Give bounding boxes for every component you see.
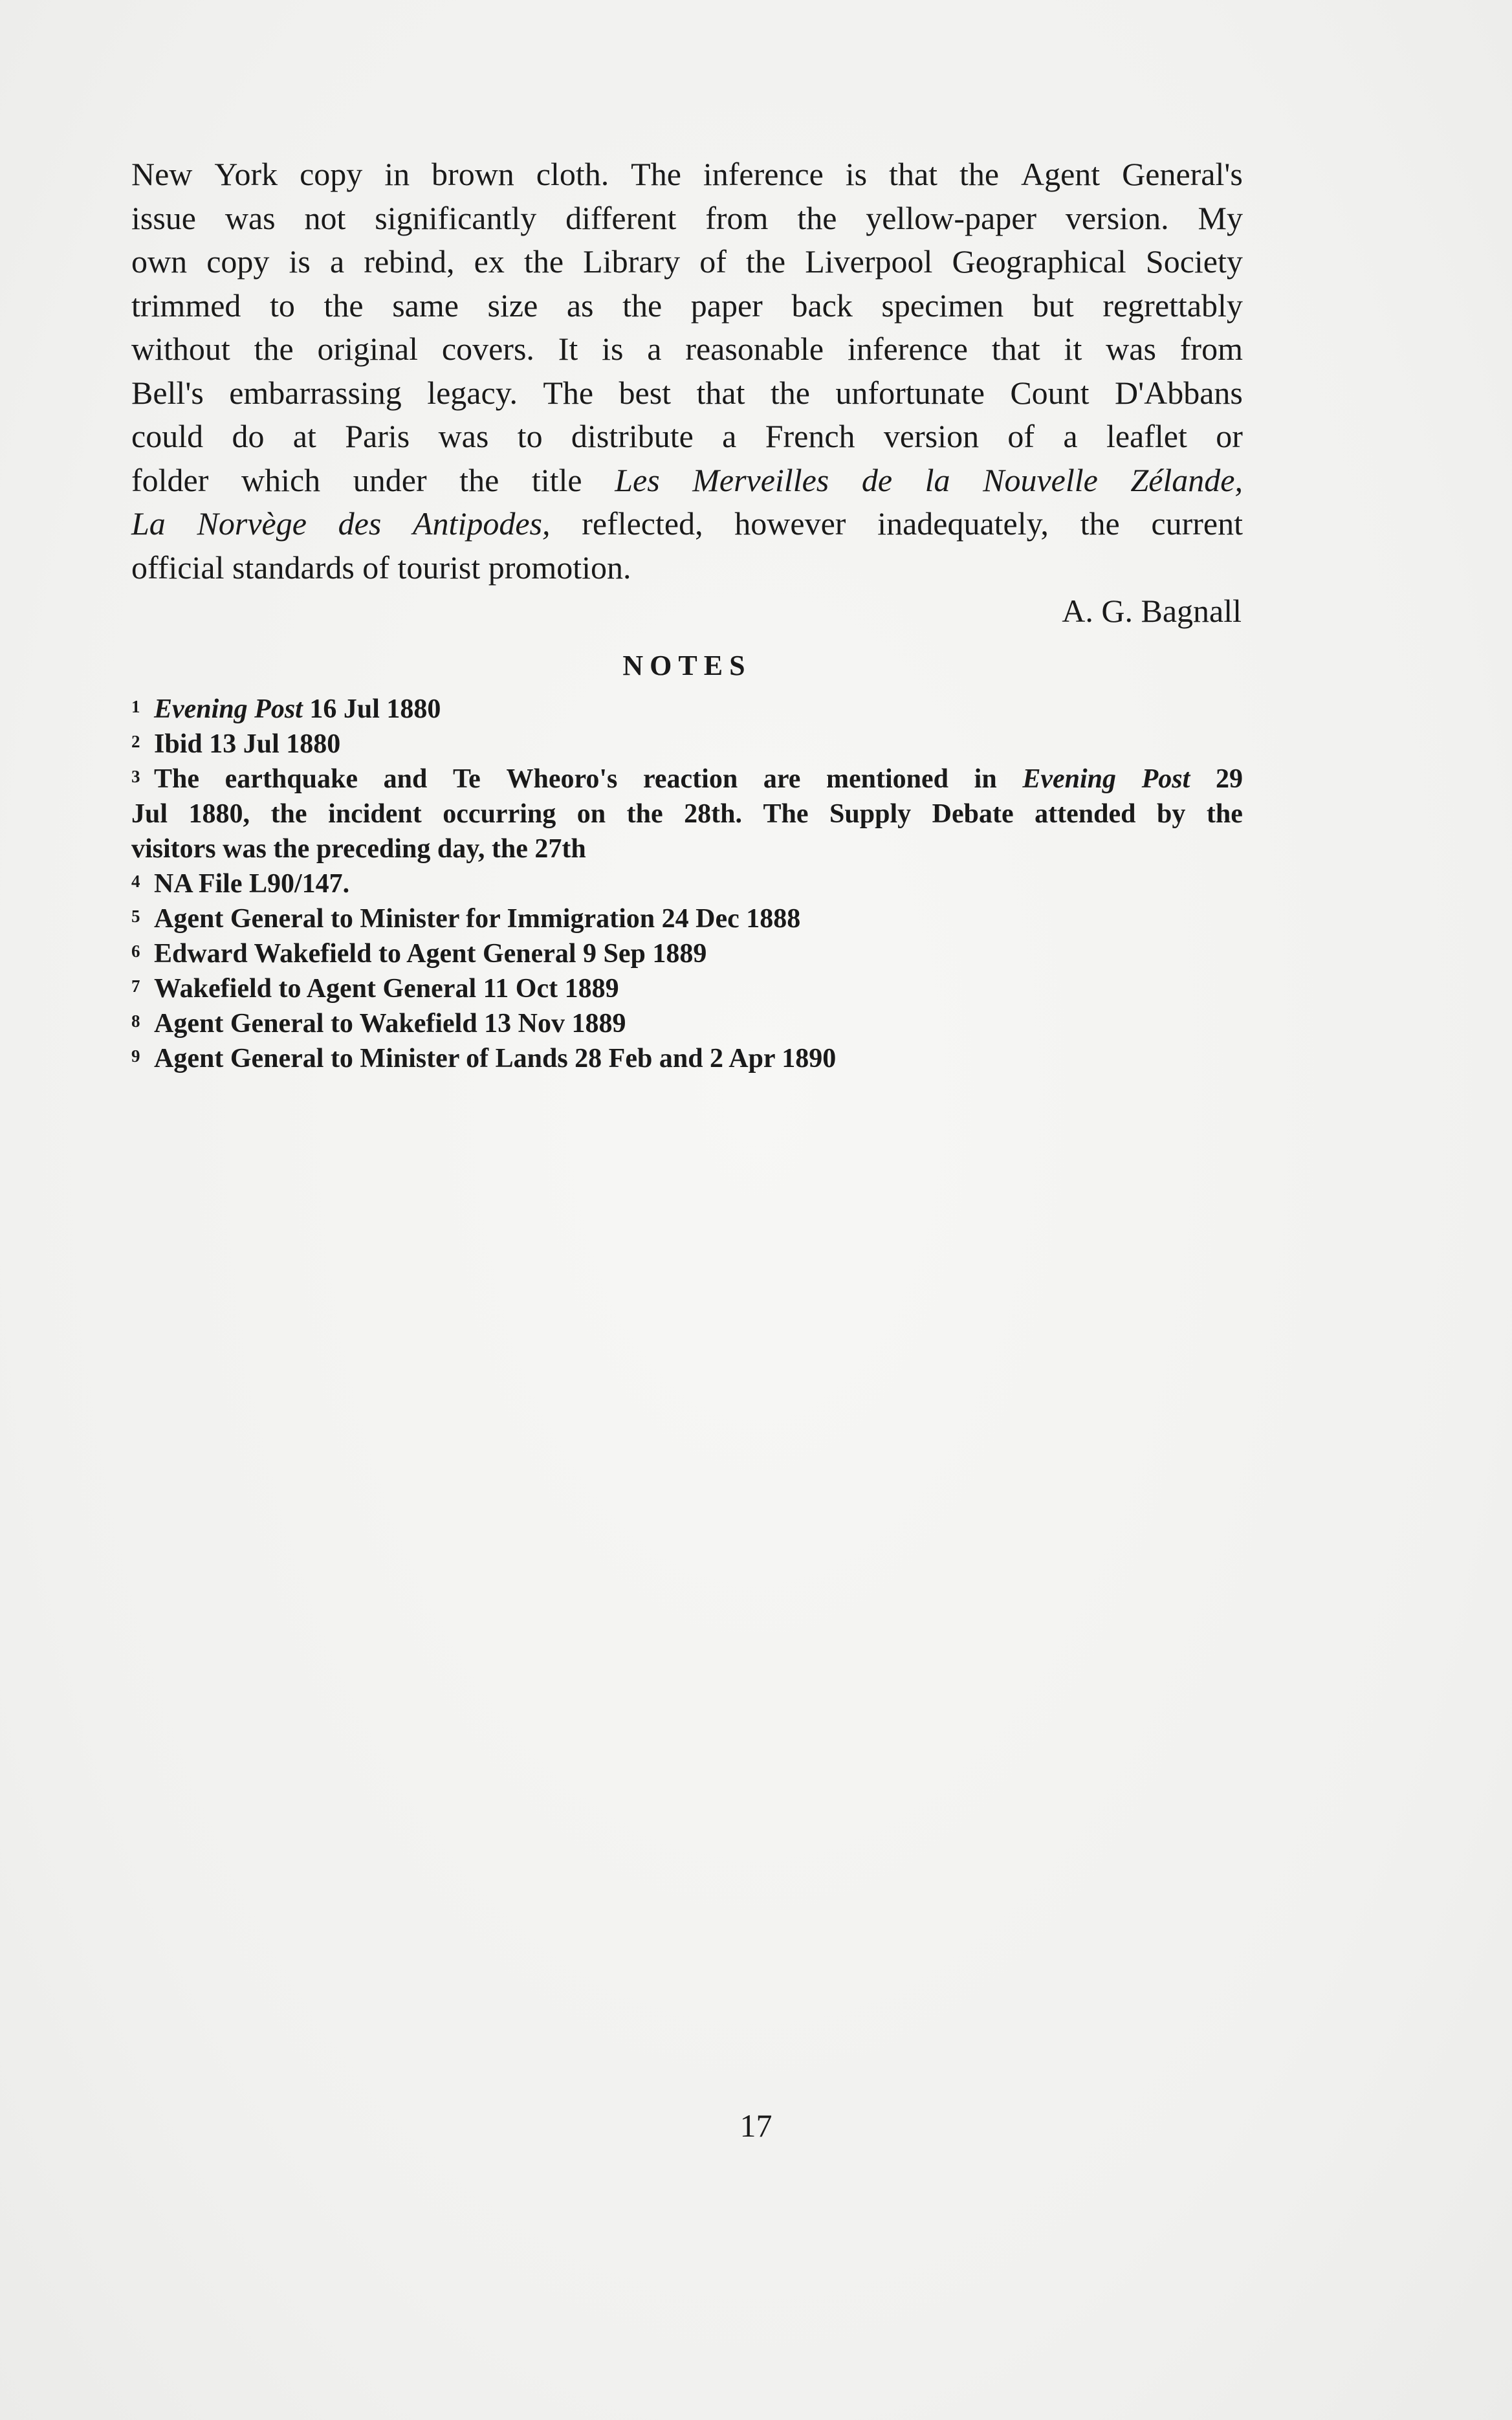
note-item — [131, 762, 1243, 866]
note-text: 16 Jul 1880 — [302, 694, 441, 724]
word: is — [289, 243, 311, 280]
word: same — [392, 287, 459, 324]
word: Library — [583, 243, 681, 280]
word: size — [487, 287, 538, 324]
note-text: Edward Wakefield to Agent General 9 Sep 1889 — [154, 938, 707, 969]
word: but — [1032, 287, 1074, 324]
word: which — [241, 461, 321, 498]
note-line — [131, 831, 1243, 866]
notes-heading: NOTES — [622, 649, 752, 681]
word: New — [131, 156, 193, 192]
justified-line — [131, 502, 1243, 546]
word: Wheoro's — [506, 764, 618, 794]
word: however — [734, 505, 846, 542]
note-item — [131, 936, 1243, 971]
word: The — [154, 764, 200, 794]
word: brown — [432, 156, 514, 192]
word: is — [602, 331, 624, 367]
word: legacy. — [427, 374, 518, 411]
word: of — [1007, 418, 1035, 454]
word: Evening — [1022, 764, 1117, 794]
body-line-mixed — [131, 459, 1243, 503]
body-line — [131, 327, 1243, 371]
word: Merveilles — [692, 461, 829, 498]
word: copy — [300, 156, 363, 192]
word: 1880, — [188, 798, 250, 829]
word: best — [619, 374, 672, 411]
note-italic: Evening Post — [154, 694, 303, 724]
word: Post — [1141, 764, 1190, 794]
word: folder — [131, 461, 209, 498]
word: it — [1064, 331, 1082, 367]
word: current — [1151, 505, 1243, 542]
word: are — [763, 764, 801, 794]
note-text — [131, 797, 1243, 831]
word: de — [861, 461, 893, 498]
word: and — [383, 764, 428, 794]
word: to — [270, 287, 295, 324]
word: the — [959, 156, 1000, 192]
word: the — [1080, 505, 1120, 542]
note-number: 5 — [131, 906, 140, 926]
note-number: 2 — [131, 731, 140, 751]
word: was — [225, 199, 276, 236]
word: the — [770, 374, 810, 411]
note-text: NA File L90/147. — [154, 868, 350, 899]
word: Geographical — [952, 243, 1126, 280]
body-line — [131, 415, 1243, 459]
word: Jul — [131, 798, 168, 829]
note-item — [131, 1006, 1243, 1041]
justified-line — [154, 762, 1243, 797]
note-number: 6 — [131, 941, 140, 961]
word: Society — [1145, 243, 1243, 280]
word: the — [622, 287, 663, 324]
word: Agent — [1021, 156, 1101, 192]
text-block — [131, 153, 1243, 1076]
word: The — [763, 798, 809, 829]
body-line-text — [131, 240, 1243, 284]
note-item — [131, 1041, 1243, 1076]
word: incident — [328, 798, 422, 829]
note-item — [131, 866, 1243, 901]
word: version — [883, 418, 980, 454]
word: occurring — [443, 798, 556, 829]
word: that — [696, 374, 745, 411]
word: General's — [1122, 156, 1243, 192]
word: on — [576, 798, 606, 829]
note-item — [131, 692, 1243, 727]
word: in — [974, 764, 997, 794]
page-number: 17 — [740, 2107, 772, 2144]
word: different — [565, 199, 677, 236]
body-line-text: official standards of tourist promotion. — [131, 549, 631, 586]
word: that — [889, 156, 938, 192]
word: the — [626, 798, 663, 829]
word: reasonable — [685, 331, 824, 367]
body-line-last — [131, 546, 1243, 590]
word: not — [304, 199, 346, 236]
word: trimmed — [131, 287, 241, 324]
word: Count — [1010, 374, 1090, 411]
word: La — [131, 505, 166, 542]
word: Nouvelle — [983, 461, 1098, 498]
word: Bell's — [131, 374, 204, 411]
word: from — [1179, 331, 1243, 367]
word: D'Abbans — [1114, 374, 1243, 411]
word: version. — [1065, 199, 1169, 236]
notes-list — [131, 692, 1243, 1076]
word: the — [745, 243, 786, 280]
note-line — [131, 797, 1243, 831]
note-line — [154, 762, 1243, 797]
word: attended — [1035, 798, 1136, 829]
word: rebind, — [364, 243, 455, 280]
body-line-text — [131, 153, 1243, 197]
word: from — [705, 199, 769, 236]
word: la — [925, 461, 950, 498]
word: yellow-paper — [866, 199, 1037, 236]
note-item — [131, 727, 1243, 762]
word: the — [323, 287, 364, 324]
word: the — [459, 461, 499, 498]
note-number: 9 — [131, 1046, 140, 1066]
word: Liverpool — [805, 243, 933, 280]
word: York — [214, 156, 278, 192]
word: 28th. — [684, 798, 742, 829]
word: regrettably — [1102, 287, 1243, 324]
word: a — [647, 331, 662, 367]
word: copy — [206, 243, 270, 280]
word: the — [1206, 798, 1243, 829]
word: a — [722, 418, 737, 454]
word: cloth. — [536, 156, 609, 192]
word: the — [797, 199, 837, 236]
word: original — [317, 331, 419, 367]
body-line-text — [131, 371, 1243, 415]
author-signature: A. G. Bagnall — [1062, 593, 1242, 629]
word: own — [131, 243, 188, 280]
body-line — [131, 371, 1243, 415]
word: It — [558, 331, 578, 367]
word: by — [1157, 798, 1186, 829]
word: unfortunate — [835, 374, 985, 411]
word: The — [631, 156, 681, 192]
word: a — [1063, 418, 1078, 454]
word: covers. — [441, 331, 534, 367]
word: do — [232, 418, 265, 454]
note-number: 7 — [131, 976, 140, 996]
word: distribute — [571, 418, 694, 454]
note-text: visitors was the preceding day, the 27th — [131, 833, 586, 864]
note-item — [131, 971, 1243, 1006]
word: specimen — [881, 287, 1004, 324]
word: a — [330, 243, 345, 280]
word: Paris — [345, 418, 410, 454]
word: in — [384, 156, 410, 192]
word: could — [131, 418, 204, 454]
body-line-text — [131, 284, 1243, 328]
word: significantly — [375, 199, 537, 236]
body-line-mixed — [131, 502, 1243, 546]
word: embarrassing — [229, 374, 402, 411]
word: Les — [615, 461, 660, 498]
word: Norvège — [197, 505, 307, 542]
body-line-text — [131, 197, 1243, 241]
body-line — [131, 197, 1243, 241]
body-paragraph — [131, 153, 1243, 589]
word: My — [1198, 199, 1243, 236]
word: leaflet — [1106, 418, 1187, 454]
word: as — [566, 287, 594, 324]
word: reflected, — [582, 505, 703, 542]
word: back — [791, 287, 853, 324]
word: issue — [131, 199, 196, 236]
word: or — [1216, 418, 1243, 454]
word: inference — [847, 331, 968, 367]
word: inadequately, — [877, 505, 1049, 542]
word: paper — [690, 287, 763, 324]
word: Antipodes, — [413, 505, 551, 542]
word: was — [438, 418, 489, 454]
word: to — [517, 418, 543, 454]
word: that — [991, 331, 1040, 367]
body-line — [131, 153, 1243, 197]
word: 29 — [1215, 764, 1243, 794]
word: inference — [703, 156, 824, 192]
word: the — [270, 798, 307, 829]
body-line — [131, 240, 1243, 284]
note-number: 3 — [131, 766, 140, 786]
body-line — [131, 284, 1243, 328]
word: without — [131, 331, 230, 367]
word: was — [1106, 331, 1156, 367]
word: Supply — [829, 798, 912, 829]
word: Debate — [932, 798, 1014, 829]
note-text: Ibid 13 Jul 1880 — [154, 729, 341, 759]
word: ex — [474, 243, 505, 280]
word: reaction — [643, 764, 738, 794]
word: under — [353, 461, 427, 498]
body-line-text — [131, 415, 1243, 459]
word: French — [765, 418, 855, 454]
word: The — [543, 374, 594, 411]
note-number: 8 — [131, 1011, 140, 1031]
word: title — [531, 461, 582, 498]
body-line-text — [131, 327, 1243, 371]
note-number: 4 — [131, 871, 140, 891]
note-number: 1 — [131, 696, 140, 716]
note-text: Agent General to Minister of Lands 28 Feb and 2 Apr 1890 — [154, 1043, 837, 1073]
word: at — [292, 418, 316, 454]
word: mentioned — [826, 764, 949, 794]
note-item — [131, 901, 1243, 936]
justified-line — [131, 459, 1243, 503]
word: Te — [453, 764, 481, 794]
note-text: Wakefield to Agent General 11 Oct 1889 — [154, 973, 619, 1004]
word: is — [845, 156, 868, 192]
word: des — [338, 505, 382, 542]
word: the — [254, 331, 294, 367]
word: earthquake — [225, 764, 358, 794]
word: Zélande, — [1130, 461, 1243, 498]
note-text: Agent General to Wakefield 13 Nov 1889 — [154, 1008, 626, 1039]
word: of — [699, 243, 727, 280]
word: the — [523, 243, 564, 280]
note-text: Agent General to Minister for Immigration 24 Dec 1888 — [154, 903, 801, 934]
